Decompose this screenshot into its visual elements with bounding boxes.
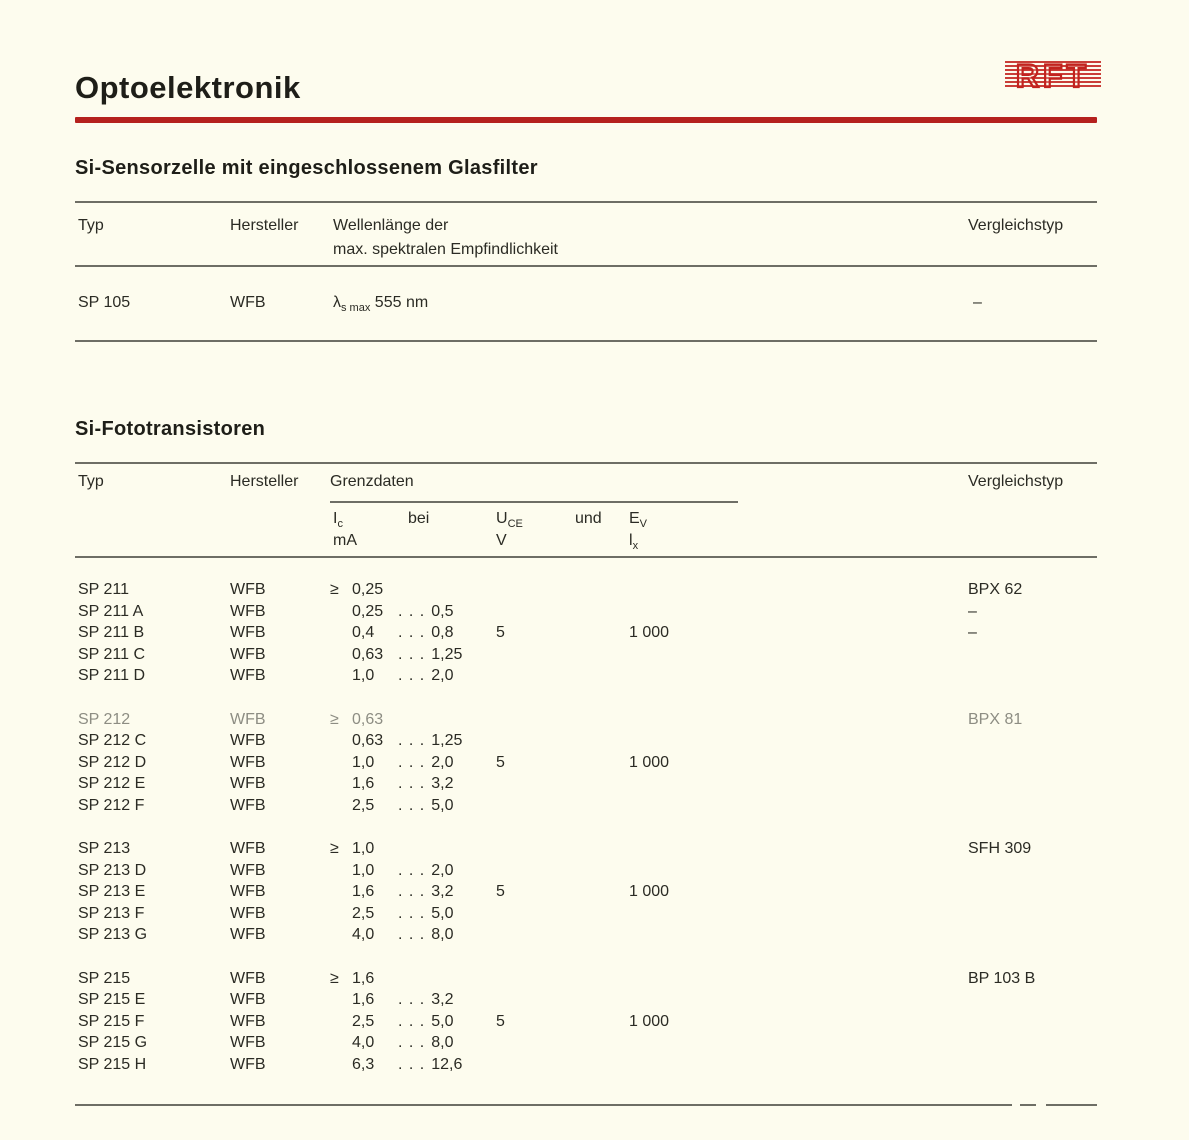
ic-min: 1,0: [352, 861, 375, 879]
svg-text:RFT: RFT: [1015, 58, 1091, 94]
ic-max: 2,0: [431, 861, 454, 879]
table-row: [75, 579, 1097, 601]
range-dots: . . .: [398, 904, 426, 922]
ev-cell: 1 000: [629, 753, 670, 771]
table-row: [75, 622, 1097, 644]
typ-cell: SP 212 C: [78, 732, 147, 749]
ic-min: 2,5: [352, 904, 375, 922]
ic-min: 0,4: [352, 624, 375, 641]
t1-row-vergleichstyp: –: [973, 294, 982, 311]
ic-cell: [328, 622, 493, 644]
table-row: [75, 989, 1097, 1011]
ic-cell: [328, 881, 493, 903]
page-bottom-rule: [75, 1104, 1012, 1106]
ic-max: 5,0: [431, 904, 454, 922]
page-bottom-rule-end: [1046, 1104, 1097, 1106]
t2-unit-lx: $l_x$: [629, 532, 639, 553]
row-group: [75, 709, 1097, 817]
t1-row-wellenlaenge: $\lambda_{s max}$ 555 nm: [333, 294, 429, 315]
vergleichstyp-cell: –: [968, 602, 977, 620]
ic-min: 0,63: [352, 710, 384, 728]
ic-cell: [328, 795, 493, 817]
typ-cell: SP 212: [78, 710, 131, 728]
hersteller-cell: WFB: [230, 775, 266, 792]
typ-cell: SP 211 D: [78, 667, 146, 684]
hersteller-cell: WFB: [230, 883, 266, 900]
range-dots: . . .: [398, 991, 426, 1008]
ic-min: 1,6: [352, 883, 375, 900]
ge-symbol: ≥: [330, 840, 339, 857]
table-row: [75, 773, 1097, 795]
typ-cell: SP 213: [78, 840, 131, 857]
ic-max: 3,2: [431, 991, 454, 1008]
ic-cell: [328, 924, 493, 946]
ge-symbol: ≥: [330, 710, 339, 728]
uce-cell: 5: [496, 1012, 505, 1030]
rft-logo: [1005, 55, 1101, 95]
t1-bottom-rule: [75, 340, 1097, 342]
t2-sub-ev: $E_V$: [629, 510, 648, 531]
hersteller-cell: WFB: [230, 1012, 266, 1030]
ic-min: 1,6: [352, 775, 375, 792]
typ-cell: SP 211 A: [78, 602, 144, 620]
hersteller-cell: WFB: [230, 840, 266, 857]
ic-max: 1,25: [431, 732, 463, 749]
range-dots: . . .: [398, 732, 426, 749]
ic-min: 1,6: [352, 991, 375, 1008]
t1-top-rule: [75, 201, 1097, 203]
hersteller-cell: WFB: [230, 710, 266, 728]
ic-min: 6,3: [352, 1055, 375, 1073]
hersteller-cell: WFB: [230, 904, 266, 922]
hersteller-cell: WFB: [230, 1055, 266, 1073]
ic-min: 0,63: [352, 732, 384, 749]
typ-cell: SP 215 G: [78, 1034, 148, 1051]
ic-cell: [328, 773, 493, 795]
uce-cell: 5: [496, 883, 505, 900]
hersteller-cell: WFB: [230, 969, 266, 987]
row-group: [75, 968, 1097, 1076]
row-group: [75, 579, 1097, 687]
ic-cell: [328, 752, 493, 774]
t2-sub-bei: bei: [408, 510, 430, 527]
ge-symbol: ≥: [330, 969, 339, 987]
ic-cell: [328, 860, 493, 882]
ic-cell: [328, 903, 493, 925]
t1-header-rule: [75, 265, 1097, 267]
ic-min: 0,63: [352, 645, 384, 663]
ev-cell: 1 000: [629, 624, 670, 641]
ic-max: 5,0: [431, 1012, 454, 1030]
t1-col-wellenlaenge-1: Wellenlänge der: [333, 217, 449, 234]
rft-logo-icon: [1005, 55, 1101, 95]
t2-col-typ: Typ: [78, 473, 104, 490]
ic-max: 1,25: [431, 645, 463, 663]
ic-cell: [328, 709, 493, 731]
ic-min: 4,0: [352, 1034, 375, 1051]
range-dots: . . .: [398, 883, 426, 900]
table-row: [75, 1054, 1097, 1076]
typ-cell: SP 212 D: [78, 753, 147, 771]
ic-max: 8,0: [431, 926, 454, 943]
section2-heading: Si-Fototransistoren: [75, 418, 266, 440]
range-dots: . . .: [398, 1012, 426, 1030]
table-row: [75, 860, 1097, 882]
hersteller-cell: WFB: [230, 861, 266, 879]
hersteller-cell: WFB: [230, 753, 266, 771]
vergleichstyp-cell: BPX 62: [968, 581, 1023, 598]
table-row: [75, 881, 1097, 903]
table-row: [75, 752, 1097, 774]
range-dots: . . .: [398, 861, 426, 879]
table-row: [75, 601, 1097, 623]
ic-max: 2,0: [431, 753, 454, 771]
ev-cell: 1 000: [629, 883, 670, 900]
ic-max: 0,8: [431, 624, 454, 641]
typ-cell: SP 212 E: [78, 775, 146, 792]
t2-col-grenzdaten: Grenzdaten: [330, 473, 414, 490]
row-group: [75, 838, 1097, 946]
t2-unit-ma: mA: [333, 532, 357, 549]
ic-cell: [328, 579, 493, 601]
ic-min: 2,5: [352, 1012, 375, 1030]
t1-col-hersteller: Hersteller: [230, 217, 299, 234]
hersteller-cell: WFB: [230, 581, 266, 598]
t2-sub-ic: $I_c$: [333, 510, 343, 531]
vergleichstyp-cell: BPX 81: [968, 710, 1023, 728]
ic-max: 2,0: [431, 667, 454, 684]
ic-cell: [328, 838, 493, 860]
t2-grenzdaten-rule: [330, 501, 738, 503]
t2-sub-uce: $U_{CE}$: [496, 510, 523, 531]
table-row: [75, 730, 1097, 752]
ic-cell: [328, 601, 493, 623]
t1-row-hersteller: WFB: [230, 294, 266, 311]
ic-max: 12,6: [431, 1055, 463, 1073]
range-dots: . . .: [398, 645, 426, 663]
hersteller-cell: WFB: [230, 667, 266, 684]
table-row: [75, 709, 1097, 731]
table-row: [75, 665, 1097, 687]
hersteller-cell: WFB: [230, 991, 266, 1008]
typ-cell: SP 215 E: [78, 991, 146, 1008]
hersteller-cell: WFB: [230, 926, 266, 943]
typ-cell: SP 215: [78, 969, 131, 987]
ic-cell: [328, 644, 493, 666]
range-dots: . . .: [398, 1055, 426, 1073]
range-dots: . . .: [398, 602, 426, 620]
ic-max: 3,2: [431, 775, 454, 792]
t2-unit-v: V: [496, 532, 507, 549]
typ-cell: SP 211 B: [78, 624, 145, 641]
typ-cell: SP 213 D: [78, 861, 147, 879]
ic-min: 0,25: [352, 602, 384, 620]
table-row: [75, 924, 1097, 946]
typ-cell: SP 213 G: [78, 926, 148, 943]
t1-row-typ: SP 105: [78, 294, 131, 311]
range-dots: . . .: [398, 667, 426, 684]
page-title: Optoelektronik: [75, 70, 301, 105]
ic-max: 3,2: [431, 883, 454, 900]
table-row: [75, 903, 1097, 925]
page-bottom-rule-dash: [1020, 1104, 1036, 1106]
section1-heading: Si-Sensorzelle mit eingeschlossenem Glasfilter: [75, 157, 538, 179]
t2-col-hersteller: Hersteller: [230, 473, 299, 490]
range-dots: . . .: [398, 1034, 426, 1051]
typ-cell: SP 211: [78, 581, 130, 598]
vergleichstyp-cell: BP 103 B: [968, 969, 1036, 987]
ge-symbol: ≥: [330, 581, 339, 598]
table-row: [75, 795, 1097, 817]
hersteller-cell: WFB: [230, 645, 266, 663]
range-dots: . . .: [398, 753, 426, 771]
ic-cell: [328, 989, 493, 1011]
ic-cell: [328, 730, 493, 752]
typ-cell: SP 213 E: [78, 883, 146, 900]
range-dots: . . .: [398, 926, 426, 943]
hersteller-cell: WFB: [230, 624, 266, 641]
ic-cell: [328, 1011, 493, 1033]
vergleichstyp-cell: SFH 309: [968, 840, 1032, 857]
title-red-rule: [75, 117, 1097, 123]
ic-min: 1,6: [352, 969, 375, 987]
ic-min: 2,5: [352, 796, 375, 814]
range-dots: . . .: [398, 624, 426, 641]
table-row: [75, 968, 1097, 990]
table-row: [75, 838, 1097, 860]
ic-min: 4,0: [352, 926, 375, 943]
table-row: [75, 644, 1097, 666]
table-row: [75, 1032, 1097, 1054]
ic-cell: [328, 1032, 493, 1054]
ic-min: 1,0: [352, 840, 375, 857]
t2-sub-und: und: [575, 510, 602, 527]
hersteller-cell: WFB: [230, 602, 266, 620]
fototransistoren-rows: [75, 579, 1097, 1097]
ic-cell: [328, 1054, 493, 1076]
ic-min: 0,25: [352, 581, 384, 598]
ic-max: 5,0: [431, 796, 454, 814]
t2-col-vergleichstyp: Vergleichstyp: [968, 473, 1064, 490]
ev-cell: 1 000: [629, 1012, 670, 1030]
ic-cell: [328, 665, 493, 687]
typ-cell: SP 213 F: [78, 904, 145, 922]
ic-max: 0,5: [431, 602, 454, 620]
uce-cell: 5: [496, 624, 505, 641]
t2-header-rule: [75, 556, 1097, 558]
range-dots: . . .: [398, 796, 426, 814]
typ-cell: SP 212 F: [78, 796, 145, 814]
hersteller-cell: WFB: [230, 732, 266, 749]
hersteller-cell: WFB: [230, 1034, 266, 1051]
ic-min: 1,0: [352, 667, 375, 684]
ic-max: 8,0: [431, 1034, 454, 1051]
typ-cell: SP 215 H: [78, 1055, 147, 1073]
ic-min: 1,0: [352, 753, 375, 771]
vergleichstyp-cell: –: [968, 624, 977, 641]
uce-cell: 5: [496, 753, 505, 771]
table-row: [75, 1011, 1097, 1033]
t1-col-vergleichstyp: Vergleichstyp: [968, 217, 1064, 234]
typ-cell: SP 211 C: [78, 645, 146, 663]
t1-col-wellenlaenge-2: max. spektralen Empfindlichkeit: [333, 241, 558, 258]
t2-top-rule: [75, 462, 1097, 464]
typ-cell: SP 215 F: [78, 1012, 145, 1030]
ic-cell: [328, 968, 493, 990]
range-dots: . . .: [398, 775, 426, 792]
hersteller-cell: WFB: [230, 796, 266, 814]
t1-col-typ: Typ: [78, 217, 104, 234]
